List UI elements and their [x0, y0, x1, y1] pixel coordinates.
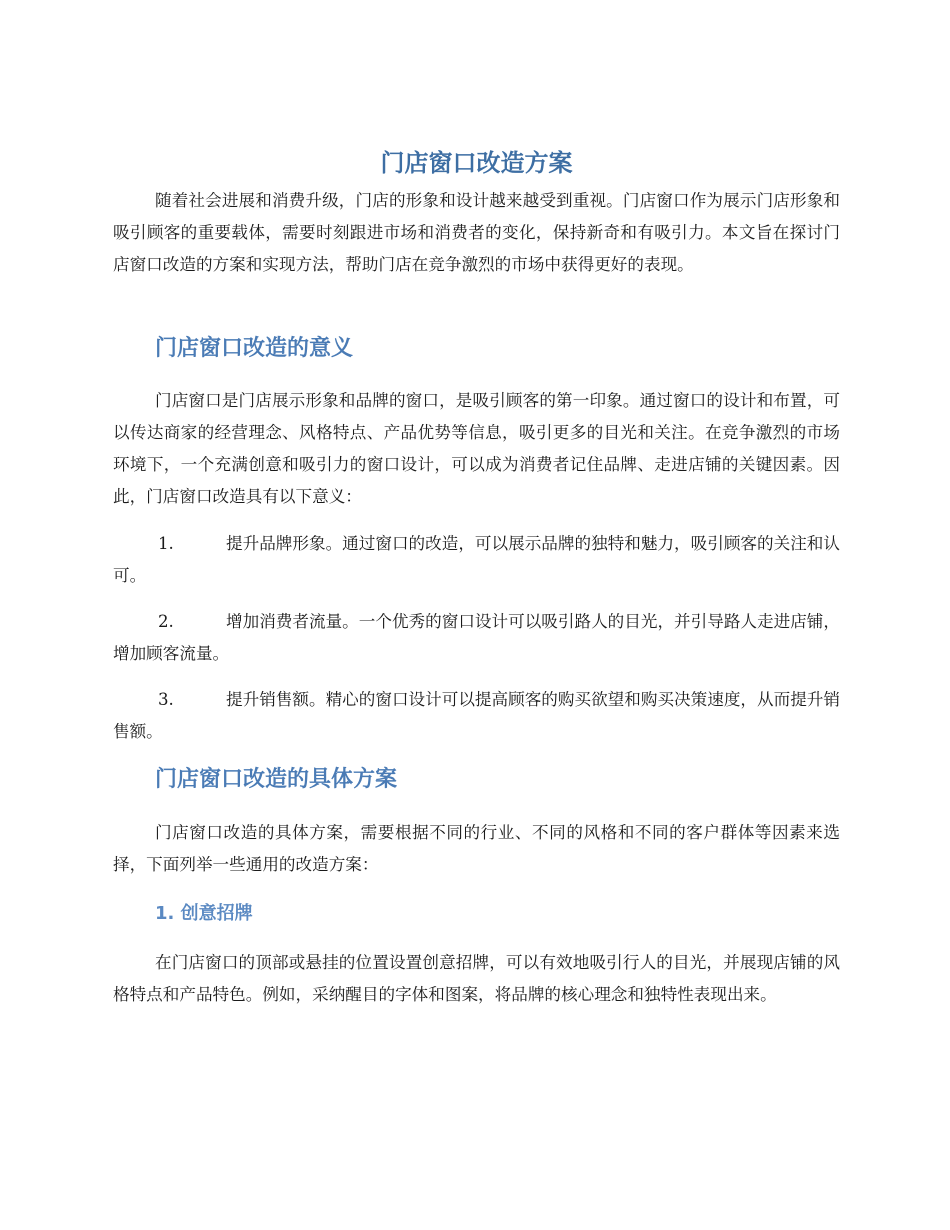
- list-item-text: 增加消费者流量。一个优秀的窗口设计可以吸引路人的目光，并引导路人走进店铺，增加顾客流量。: [113, 612, 840, 663]
- section-heading-plan: 门店窗口改造的具体方案: [155, 767, 398, 792]
- subsection-heading-signboard: 1. 创意招牌: [155, 903, 253, 924]
- list-item-text: 提升销售额。精心的窗口设计可以提高顾客的购买欲望和购买决策速度，从而提升销售额。: [113, 690, 840, 741]
- plan-paragraph: 门店窗口改造的具体方案，需要根据不同的行业、不同的风格和不同的客户群体等因素来选择，下面列举一些通用的改造方案：: [113, 823, 840, 874]
- list-item: [113, 684, 840, 748]
- list-item-number: 3.: [158, 690, 174, 709]
- list-item-number: 1.: [158, 534, 174, 553]
- section-heading-significance: 门店窗口改造的意义: [155, 336, 354, 361]
- list-item-number: 2.: [158, 612, 174, 631]
- list-item-text: 提升品牌形象。通过窗口的改造，可以展示品牌的独特和魅力，吸引顾客的关注和认可。: [113, 534, 840, 585]
- list-item: [113, 606, 840, 670]
- document-title: 门店窗口改造方案: [380, 149, 573, 177]
- list-item: [113, 528, 840, 592]
- signboard-paragraph: 在门店窗口的顶部或悬挂的位置设置创意招牌，可以有效地吸引行人的目光，并展现店铺的风格特点和产品特色。例如，采纳醒目的字体和图案，将品牌的核心理念和独特性表现出来。: [113, 953, 840, 1004]
- intro-paragraph: 随着社会进展和消费升级，门店的形象和设计越来越受到重视。门店窗口作为展示门店形象和吸引顾客的重要载体，需要时刻跟进市场和消费者的变化，保持新奇和有吸引力。本文旨在探讨门店窗口改造的方案和实现方法，帮助门店在竞争激烈的市场中获得更好的表现。: [113, 191, 840, 274]
- significance-paragraph: 门店窗口是门店展示形象和品牌的窗口，是吸引顾客的第一印象。通过窗口的设计和布置，可以传达商家的经营理念、风格特点、产品优势等信息，吸引更多的目光和关注。在竞争激烈的市场环境下，一个充满创意和吸引力的窗口设计，可以成为消费者记住品牌、走进店铺的关键因素。因此，门店窗口改造具有以下意义：: [113, 391, 840, 506]
